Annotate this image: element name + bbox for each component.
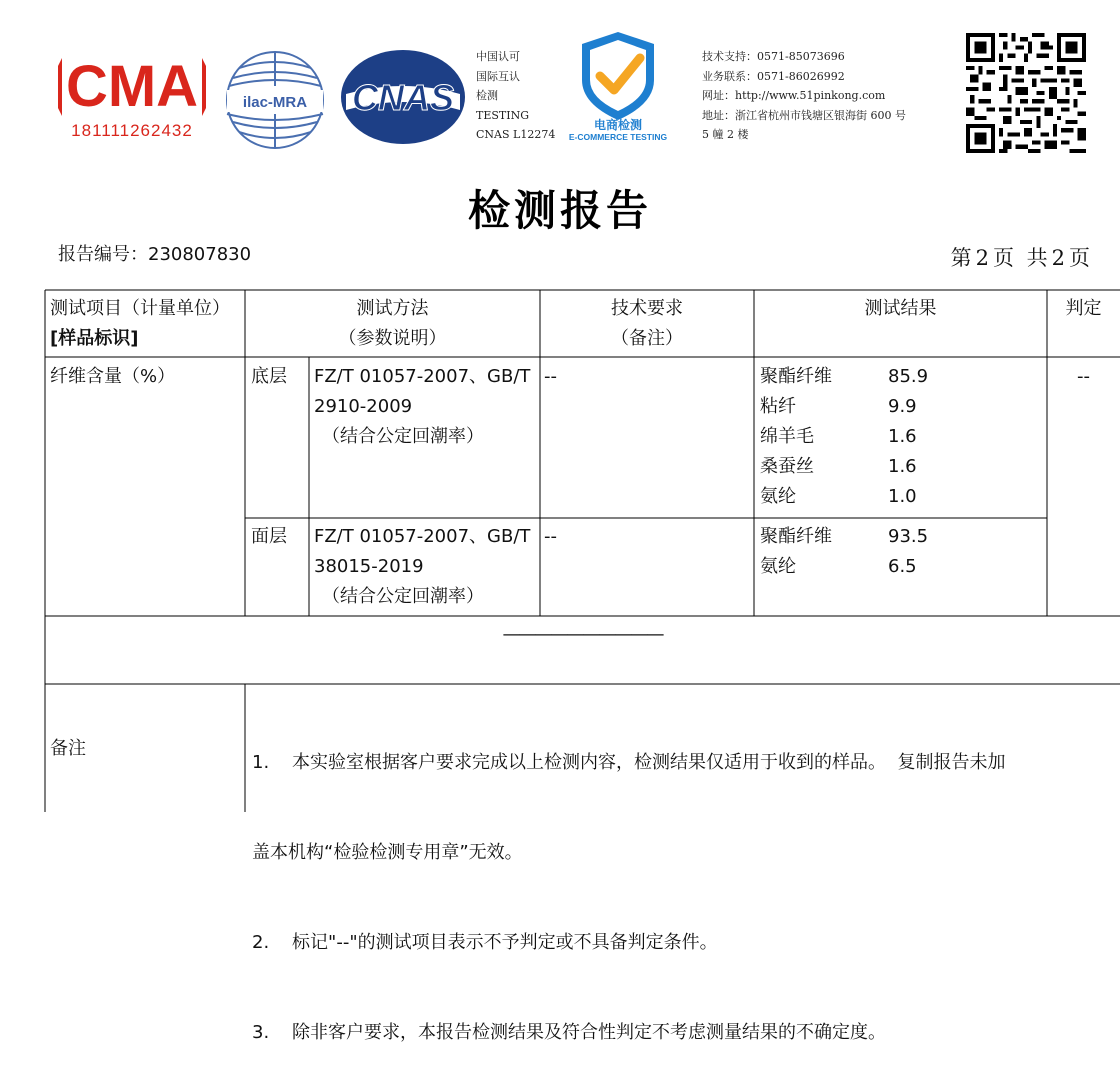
svg-text:E-COMMERCE TESTING: E-COMMERCE TESTING [568, 132, 668, 142]
header-judgement: 判定 [1065, 298, 1102, 319]
test-method: FZ/T 01057-2007、GB/T 2910-2009 （结合公定回潮率） [314, 366, 531, 447]
header-method: 测试方法 （参数说明） [338, 298, 447, 349]
result-row: 氨纶 1.0 [760, 486, 917, 507]
technical-requirement: -- [544, 366, 557, 387]
judgement-value: -- [1077, 366, 1090, 387]
page-indicator: 第 2 页 共 2 页 [950, 246, 1090, 270]
header-result: 测试结果 [864, 298, 937, 319]
notes-label: 备注 [50, 738, 86, 759]
header-item: 测试项目（计量单位） [样品标识] [50, 298, 230, 349]
result-row: 氨纶 6.5 [760, 556, 917, 577]
svg-text:CNAS: CNAS [351, 77, 455, 118]
report-number: 报告编号：230807830 [58, 244, 252, 265]
layer-name: 底层 [251, 366, 287, 387]
header-requirement: 技术要求 （备注） [611, 298, 683, 349]
fiber-results [760, 522, 928, 582]
svg-text:电商检测: 电商检测 [593, 118, 643, 132]
technical-requirement: -- [544, 526, 557, 547]
notes-text: 1. 本实验室根据客户要求完成以上检测内容，检测结果仅适用于收到的样品。 复制报告未加 盖本机构“检验检测专用章”无效。 2. 标记"--"的测试项目表示不予判定或不具备判定条件。 3. 除非客户要求，本报告检测结果及符合性判定不考虑测量结果的不确定度。 [252, 752, 1006, 1043]
accreditation-text: 中国认可 国际互认 检测 TESTING CNAS L12274 [476, 50, 556, 141]
result-row: 绵羊毛 1.6 [760, 426, 917, 447]
test-method: FZ/T 01057-2007、GB/T 38015-2019 （结合公定回潮率） [314, 526, 531, 607]
report-title: 检测报告 [467, 186, 652, 235]
svg-text:CMA: CMA [65, 54, 199, 119]
fiber-results [760, 362, 928, 512]
cma-number: 181111262432 [71, 121, 193, 140]
result-row: 聚酯纤维 93.5 [760, 526, 929, 547]
test-item-fiber-content: 纤维含量（%） [50, 366, 176, 387]
layer-name: 面层 [251, 526, 287, 547]
end-mark: —————————— [502, 624, 663, 645]
contact-info: 技术支持：0571-85073696 业务联系：0571-86026992 网址：http://www.51pinkong.com 地址：浙江省杭州市钱塘区银海街 600 号 5 幢 2 楼 [702, 50, 906, 141]
result-row: 粘纤 9.9 [760, 396, 917, 417]
result-row: 聚酯纤维 85.9 [760, 366, 929, 387]
result-row: 桑蚕丝 1.6 [760, 456, 917, 477]
svg-text:ilac-MRA: ilac-MRA [242, 94, 308, 111]
